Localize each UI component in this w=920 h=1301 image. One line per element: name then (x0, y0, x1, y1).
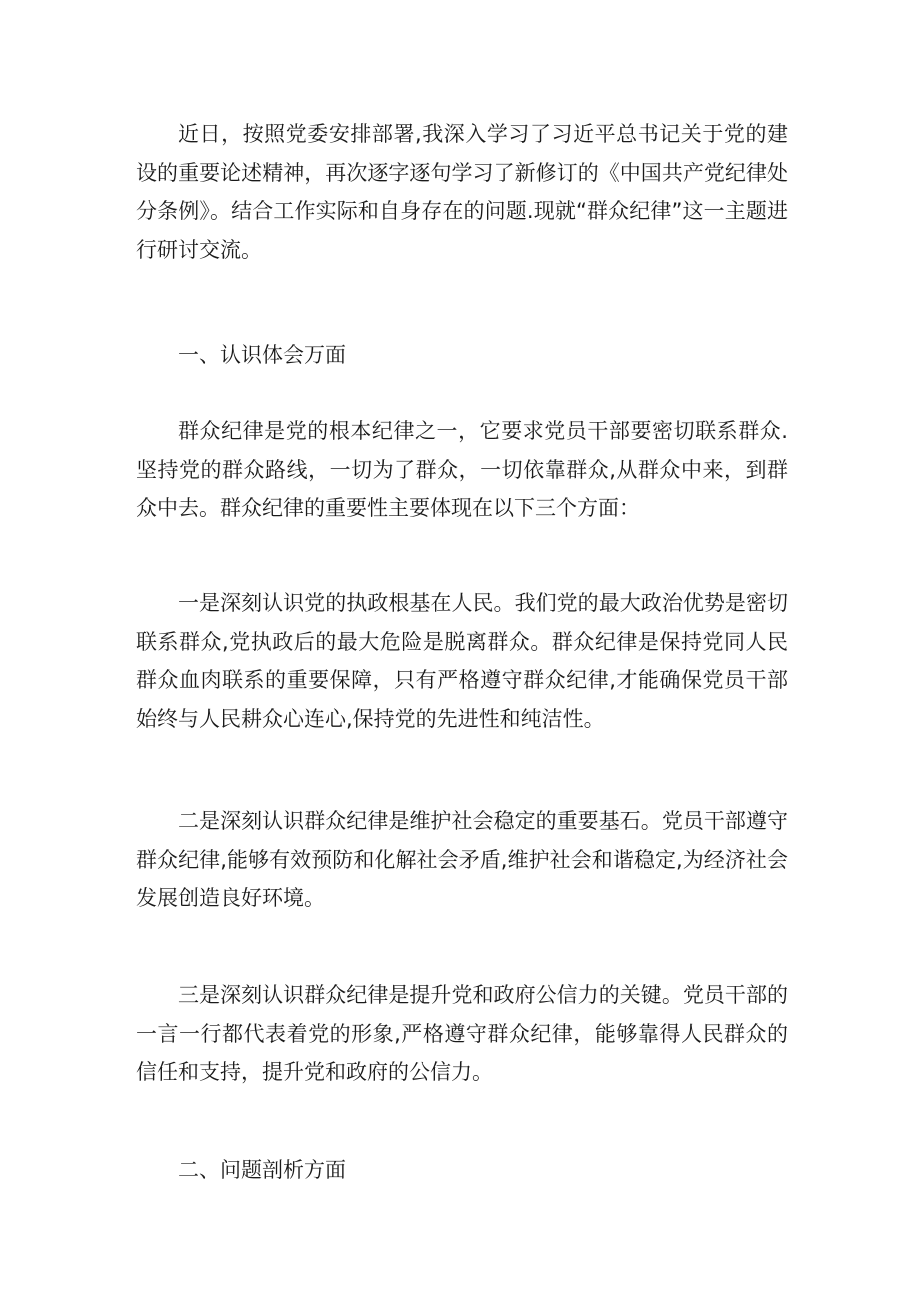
body-paragraph-point-2: 二是深刻认识群众纪律是维护社会稳定的重要基石。党员干部遵守群众纪律,能够有效预防和化解社会矛盾,维护社会和谐稳定,为经济社会发展创造良好环境。 (136, 809, 788, 910)
body-paragraph-point-1: 一是深刻认识党的执政根基在人民。我们党的最大政治优势是密切联系群众,党执政后的最大危险是脱离群众。群众纪律是保持党同人民群众血肉联系的重要保障，只有严格遵守群众纪律,才能确保党员干部始终与人民耕众心连心,保持党的先进性和纯洁性。 (136, 591, 788, 731)
body-paragraph-discipline: 群众纪律是党的根本纪律之一，它要求党员干部要密切联系群众.坚持党的群众路线，一切为了群众，一切依靠群众,从群众中来，到群众中去。群众纪律的重要性主要体现在以下三个方面： (136, 419, 788, 520)
section-heading-2: 二、问题剖析方面 (178, 1158, 346, 1182)
body-paragraph-point-3: 三是深刻认识群众纪律是提升党和政府公信力的关键。党员干部的一言一行都代表着党的形象,严格遵守群众纪律，能够靠得人民群众的信任和支持，提升党和政府的公信力。 (136, 983, 788, 1084)
section-heading-1: 一、认识体会万面 (178, 343, 346, 367)
intro-paragraph: 近日，按照党委安排部署,我深入学习了习近平总书记关于党的建设的重要论述精神，再次逐字逐句学习了新修订的《中国共产党纪律处分条例》。结合工作实际和自身存在的问题.现就“群众纪律”这一主题进行研讨交流。 (136, 122, 788, 262)
